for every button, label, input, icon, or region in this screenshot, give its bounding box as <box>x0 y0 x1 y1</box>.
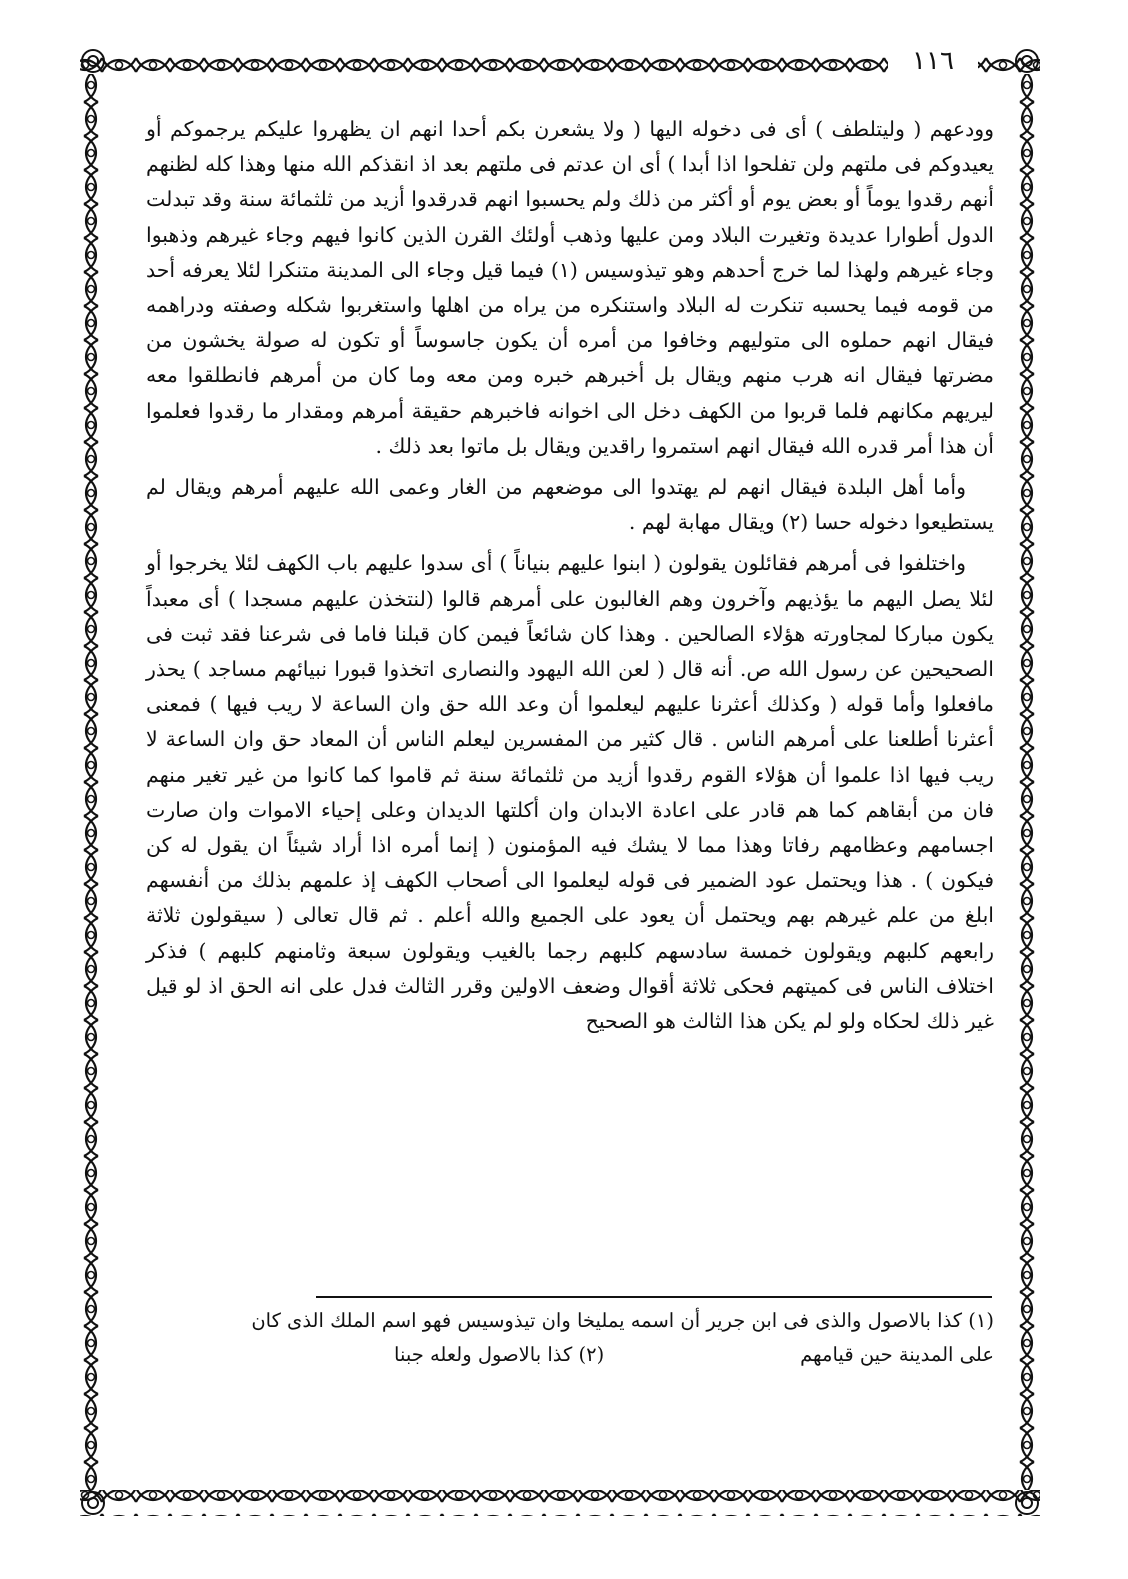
page-number: ١١٦ <box>888 42 978 80</box>
paragraph-1: وودعهم ( وليتلطف ) أى فى دخوله اليها ( ولا يشعرن بكم أحدا انهم ان يظهروا عليكم يرجموكم أو يعيدوكم فى ملتهم ولن تفلحوا اذا أبدا ) أى ان عدتم فى ملتهم بعد اذ انقذكم الله منها وهذا كله لظنهم أنهم رقدوا يوماً أو بعض يوم أو أكثر من ذلك ولم يحسبوا انهم قدرقدوا أزيد من ثلثمائة سنة وقد تبدلت الدول أطوارا عديدة وتغيرت البلاد ومن عليها وذهب أولئك القرن الذين كانوا فيهم وجاء غيرهم وذهبوا وجاء غيرهم ولهذا لما خرج أحدهم وهو تيذوسيس (١) فيما قيل وجاء الى المدينة متنكرا لئلا يعرفه أحد من قومه فيما يحسبه تنكرت له البلاد واستنكره من يراه من اهلها واستغربوا شكله وصفته ودراهمه فيقال انهم حملوه الى متوليهم وخافوا من أمره أن يكون جاسوساً أو تكون له صولة يخشون من مضرتها فيقال انه هرب منهم ويقال بل أخبرهم خبره ومن معه وما كان من أمرهم فانطلقوا معه ليريهم مكانهم فلما قربوا من الكهف دخل الى اخوانه فاخبرهم حقيقة أمرهم ومقدار ما رقدوا فعلموا أن هذا أمر قدره الله فيقال انهم استمروا راقدين ويقال بل ماتوا بعد ذلك . <box>146 117 994 458</box>
border-bottom <box>80 1490 1040 1516</box>
footnote-2: (٢) كذا بالاصول ولعله جبنا <box>394 1343 605 1366</box>
footnote-row <box>146 1338 994 1372</box>
main-text <box>146 112 994 1232</box>
footnotes <box>146 1304 994 1372</box>
paragraph-2: وأما أهل البلدة فيقال انهم لم يهتدوا الى موضعهم من الغار وعمى الله عليهم أمرهم ويقال لم يستطيعوا دخوله حسا (٢) ويقال مهابة لهم . <box>146 475 994 535</box>
footnote-1-line-1: (١) كذا بالاصول والذى فى ابن جرير أن اسمه يمليخا وان تيذوسيس فهو اسم الملك الذى كان <box>251 1309 994 1332</box>
border-left <box>80 74 106 1490</box>
footnote-1-line-2: على المدينة حين قيامهم <box>800 1343 994 1366</box>
border-right <box>1014 74 1040 1490</box>
paragraph-3: واختلفوا فى أمرهم فقائلون يقولون ( ابنوا عليهم بنياناً ) أى سدوا عليهم باب الكهف لئلا يخرجوا أو لئلا يصل اليهم ما يؤذيهم وآخرون وهم الغالبون على أمرهم قالوا (لنتخذن عليهم مسجدا ) أى معبداً يكون مباركا لمجاورته هؤلاء الصالحين . وهذا كان شائعاً فيمن كان قبلنا فاما فى شرعنا فقد ثبت فى الصحيحين عن رسول الله ص. أنه قال ( لعن الله اليهود والنصارى اتخذوا قبورا نبيائهم مساجد ) يحذر مافعلوا وأما قوله ( وكذلك أعثرنا عليهم ليعلموا أن وعد الله حق وان الساعة لا ريب فيها ) فمعنى أعثرنا أطلعنا على أمرهم الناس . قال كثير من المفسرين ليعلم الناس أن المعاد حق وان الساعة لا ريب فيها اذا علموا أن هؤلاء القوم رقدوا أزيد من ثلثمائة سنة ثم قاموا كما كانوا من غير تغير منهم فان من أبقاهم كما هم قادر على اعادة الابدان وان أكلتها الديدان وعلى إحياء الاموات وان صارت اجسامهم وعظامهم رفاتا وهذا مما لا يشك فيه المؤمنون ( إنما أمره اذا أراد شيئاً ان يقول له كن فيكون ) . هذا ويحتمل عود الضمير فى قوله ليعلموا الى أصحاب الكهف إذ علمهم بذلك من أنفسهم ابلغ من علم غيرهم بهم ويحتمل أن يعود على الجميع والله أعلم . ثم قال تعالى ( سيقولون ثلاثة رابعهم كلبهم ويقولون خمسة سادسهم كلبهم رجما بالغيب ويقولون سبعة وثامنهم كلبهم ) فذكر اختلاف الناس فى كميتهم فحكى ثلاثة أقوال وضعف الاولين وقرر الثالث فدل على انه الحق اذ لو قيل غير ذلك لحكاه ولو لم يكن هذا الثالث هو الصحيح <box>146 551 994 1034</box>
footnote-separator <box>316 1296 992 1298</box>
